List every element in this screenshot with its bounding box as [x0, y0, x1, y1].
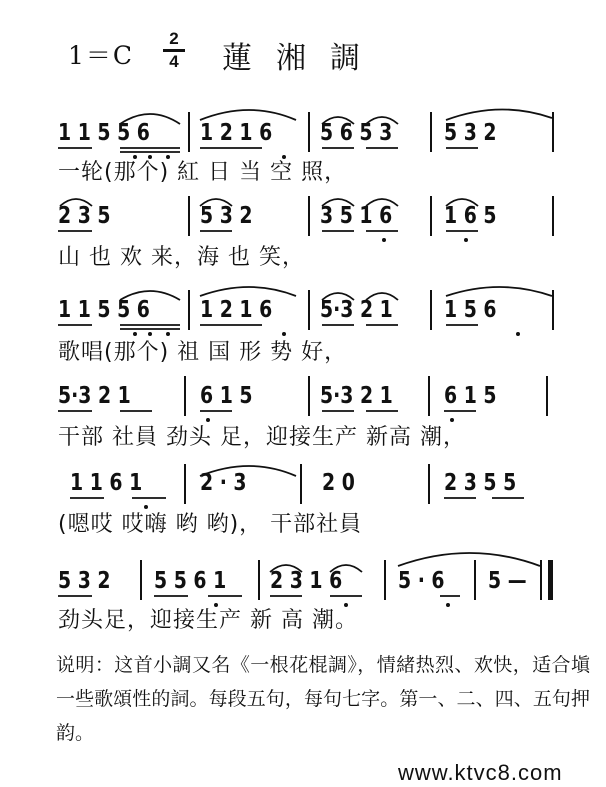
meter-denominator: 4: [169, 52, 179, 71]
octave-dot: [133, 155, 137, 159]
slur: [200, 287, 296, 296]
slur: [398, 553, 540, 566]
slur: [270, 565, 302, 572]
measure-2-2: 5 3 2: [200, 203, 253, 229]
explanation-text: 说明：这首小調又名《一根花棍調》，情緒热烈、欢快，适合塡一些歌頌性的詞。每段五句，每句七字。第一、二、四、五句押韵。: [56, 654, 590, 744]
lyric-line-1: 一轮(那个) 紅 日 当 空 照，: [58, 160, 348, 185]
key-signature: 1＝C: [68, 41, 135, 70]
octave-dot: [166, 155, 170, 159]
measure-4-2: 6 1 5: [200, 383, 253, 409]
slur: [200, 466, 296, 476]
slur: [120, 114, 180, 124]
octave-dot: [214, 603, 218, 607]
measure-4-3: 5·3 2 1: [320, 383, 393, 409]
octave-dot: [464, 238, 468, 242]
lyric-line-4: 干部 社員 劲头 足，迎接生产 新高 潮，: [58, 425, 466, 450]
octave-dot: [344, 603, 348, 607]
lyric-line-5: (嗯哎 哎嗨 哟 哟)， 干部社員: [58, 512, 363, 537]
octave-dot: [148, 332, 152, 336]
slur: [60, 199, 92, 206]
measure-6-4: 5 · 6: [398, 568, 445, 594]
measure-1-3: 5 6 5 3: [320, 120, 393, 146]
octave-dot: [133, 332, 137, 336]
lyric-line-3: 歌唱(那个) 祖 国 形 势 好，: [58, 340, 348, 365]
slur: [446, 199, 478, 206]
measure-5-4: 2 3 5 5: [444, 470, 517, 496]
measure-1-2: 1 2 1 6: [200, 120, 273, 146]
octave-dot: [148, 155, 152, 159]
slur: [322, 117, 354, 124]
octave-dot: [282, 155, 286, 159]
slur: [446, 109, 552, 120]
slur: [446, 287, 552, 296]
slur: [120, 291, 180, 300]
measure-5-2: 2 · 3: [200, 470, 247, 496]
measure-6-1: 5 3 2: [58, 568, 111, 594]
lyric-line-6: 劲头足，迎接生产 新 高 潮。: [58, 608, 358, 633]
measure-6-2: 5 5 6 1: [154, 568, 227, 594]
octave-dot: [282, 332, 286, 336]
measure-1-1: 1 1 5 5 6: [58, 120, 150, 146]
slur: [322, 199, 354, 206]
measure-5-1: 1 1 6 1: [70, 470, 143, 496]
octave-dot: [382, 238, 386, 242]
measure-3-2: 1 2 1 6: [200, 297, 273, 323]
slur: [366, 117, 398, 124]
measure-3-1: 1 1 5 5 6: [58, 297, 150, 323]
measure-1-4: 5 3 2: [444, 120, 497, 146]
watermark: www.ktvc8.com: [398, 760, 563, 785]
octave-dot: [450, 418, 454, 422]
measure-2-4: 1 6 5: [444, 203, 497, 229]
slur: [366, 293, 398, 300]
octave-dot: [166, 332, 170, 336]
song-title: 蓮湘調: [222, 41, 384, 76]
octave-dot: [144, 505, 148, 509]
measure-3-3: 5·3 2 1: [320, 297, 393, 323]
slur: [200, 110, 296, 120]
lyric-line-2: 山 也 欢 来，海 也 笑，: [58, 245, 305, 270]
measure-4-1: 5·3 2 1: [58, 383, 131, 409]
slur: [322, 293, 354, 300]
slur: [366, 199, 398, 206]
measure-4-4: 6 1 5: [444, 383, 497, 409]
measure-2-3: 3 5 1 6: [320, 203, 393, 229]
meter-numerator: 2: [169, 29, 179, 48]
octave-dot: [446, 603, 450, 607]
measure-2-1: 2 3 5: [58, 203, 111, 229]
measure-5-3: 2 0: [322, 470, 355, 496]
measure-6-5: 5 —: [488, 568, 527, 594]
slur: [200, 199, 232, 206]
octave-dot: [516, 332, 520, 336]
measure-6-3: 2 3 1 6: [270, 568, 343, 594]
slur: [330, 565, 362, 572]
octave-dot: [206, 418, 210, 422]
measure-3-4: 1 5 6: [444, 297, 497, 323]
